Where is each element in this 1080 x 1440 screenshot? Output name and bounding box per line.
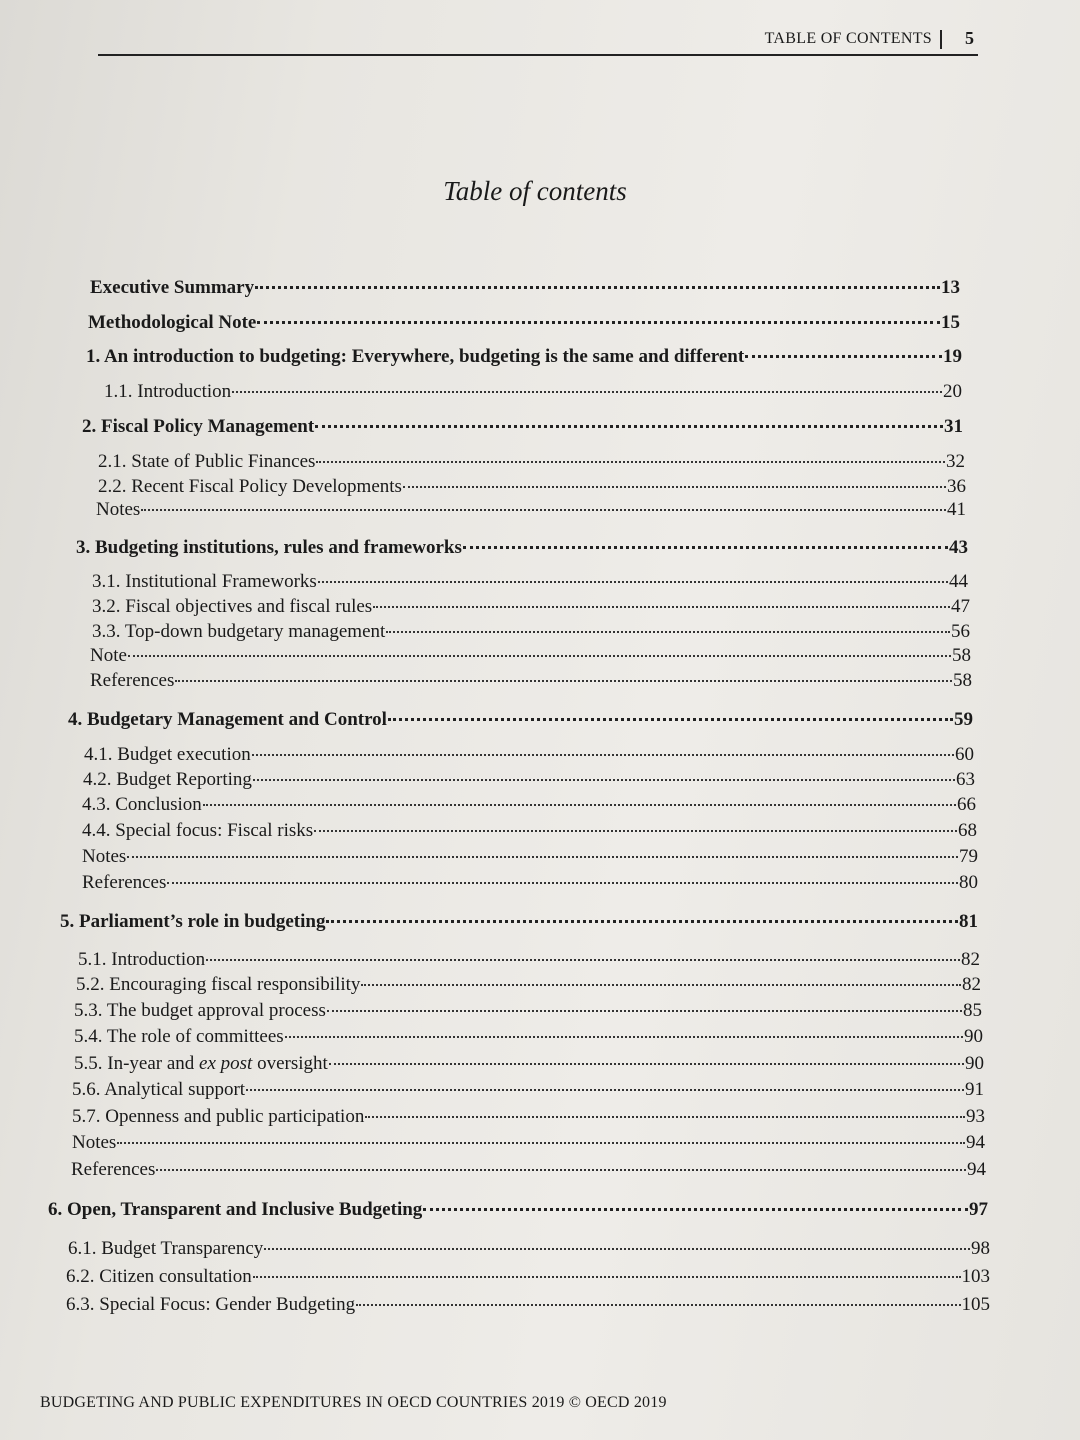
toc-entry-label: 5.3. The budget approval process [74, 1000, 326, 1021]
toc-entry-label: 5.5. In-year and ex post oversight [74, 1053, 328, 1074]
page-footer: BUDGETING AND PUBLIC EXPENDITURES IN OECD COUNTRIES 2019 © OECD 2019 [40, 1394, 667, 1411]
toc-entry-page-number: 105 [961, 1294, 990, 1315]
toc-section-entry [92, 571, 968, 593]
toc-entry-label: 5. Parliament’s role in budgeting [60, 911, 326, 932]
toc-section-entry [98, 476, 966, 498]
toc-entry-page-number: 91 [965, 1079, 984, 1100]
toc-dot-leader [257, 321, 940, 324]
toc-section-entry [72, 1106, 985, 1128]
toc-entry-label: Notes [82, 846, 127, 867]
toc-dot-leader [175, 680, 952, 682]
toc-entry-page-number: 59 [954, 709, 973, 730]
toc-entry-label: 3.3. Top-down budgetary management [92, 621, 386, 642]
toc-entry-label: 6.1. Budget Transparency [68, 1238, 264, 1259]
toc-entry-page-number: 66 [957, 794, 976, 815]
toc-entry-page-number: 68 [958, 820, 977, 841]
toc-dot-leader [403, 486, 946, 488]
toc-dot-leader [141, 509, 946, 511]
toc-entry-label: 2.1. State of Public Finances [98, 451, 316, 472]
toc-entry-label: Methodological Note [88, 312, 257, 333]
toc-entry-page-number: 32 [946, 451, 965, 472]
toc-entry-page-number: 41 [947, 499, 966, 520]
toc-section-entry [78, 949, 980, 971]
toc-section-entry [72, 1132, 985, 1154]
toc-section-entry [92, 596, 970, 618]
toc-dot-leader [156, 1169, 966, 1171]
toc-section-entry [66, 1266, 990, 1288]
toc-entry-page-number: 58 [952, 645, 971, 666]
toc-section-entry [82, 846, 978, 868]
toc-section-entry [71, 1159, 986, 1181]
toc-entry-page-number: 94 [967, 1159, 986, 1180]
toc-entry-page-number: 98 [971, 1238, 990, 1259]
toc-dot-leader [463, 546, 948, 549]
toc-entry-page-number: 82 [962, 974, 981, 995]
toc-section-entry [98, 451, 965, 473]
toc-dot-leader [203, 804, 956, 806]
toc-dot-leader [232, 391, 942, 393]
toc-entry-page-number: 36 [947, 476, 966, 497]
toc-section-entry [82, 872, 978, 894]
toc-chapter-entry [68, 709, 973, 731]
toc-dot-leader [167, 882, 958, 884]
header-title: TABLE OF CONTENTS [764, 30, 932, 47]
toc-entry-page-number: 81 [959, 911, 978, 932]
toc-dot-leader [386, 631, 950, 633]
header-page-number: 5 [965, 28, 974, 48]
toc-dot-leader [315, 425, 943, 428]
toc-dot-leader [128, 655, 951, 657]
toc-entry-page-number: 103 [961, 1266, 990, 1287]
toc-dot-leader [361, 984, 961, 986]
toc-chapter-entry [48, 1199, 988, 1221]
toc-dot-leader [255, 286, 940, 289]
toc-section-entry [90, 670, 972, 692]
toc-entry-label: Notes [96, 499, 141, 520]
toc-entry-label: Notes [72, 1132, 117, 1153]
toc-entry-page-number: 56 [951, 621, 970, 642]
toc-entry-label: 6.2. Citizen consultation [66, 1266, 252, 1287]
toc-entry-label: 5.2. Encouraging fiscal responsibility [76, 974, 361, 995]
toc-title: Table of contents [443, 176, 627, 206]
toc-chapter-entry [82, 416, 963, 438]
toc-entry-label: 4. Budgetary Management and Control [68, 709, 387, 730]
toc-section-entry [74, 1026, 983, 1048]
toc-entry-label: 5.1. Introduction [78, 949, 206, 970]
toc-entry-label: 4.1. Budget execution [84, 744, 251, 765]
toc-entry-page-number: 20 [943, 381, 962, 402]
toc-entry-label: 6.3. Special Focus: Gender Budgeting [66, 1294, 356, 1315]
toc-dot-leader [388, 718, 953, 721]
toc-dot-leader [285, 1036, 963, 1038]
toc-section-entry [82, 820, 977, 842]
running-header [98, 28, 978, 56]
toc-entry-label: 5.7. Openness and public participation [72, 1106, 365, 1127]
toc-entry-label: 3. Budgeting institutions, rules and frameworks [76, 537, 462, 558]
toc-dot-leader [316, 461, 945, 463]
toc-section-entry [68, 1238, 990, 1260]
toc-entry-page-number: 43 [949, 537, 968, 558]
toc-section-entry [72, 1079, 984, 1101]
toc-entry-label: References [90, 670, 175, 691]
toc-section-entry [83, 769, 975, 791]
toc-entry-page-number: 90 [964, 1026, 983, 1047]
toc-entry-page-number: 47 [951, 596, 970, 617]
toc-section-entry [66, 1294, 990, 1316]
toc-entry-label: 5.6. Analytical support [72, 1079, 246, 1100]
toc-entry-label: Executive Summary [90, 277, 255, 298]
toc-entry-page-number: 82 [961, 949, 980, 970]
toc-entry-label: 1. An introduction to budgeting: Everywhere, budgeting is the same and different [86, 346, 745, 367]
toc-entry-page-number: 58 [953, 670, 972, 691]
toc-dot-leader [365, 1116, 965, 1118]
toc-entry-page-number: 31 [944, 416, 963, 437]
toc-chapter-entry [86, 346, 962, 368]
toc-chapter-entry [60, 911, 978, 933]
toc-dot-leader [327, 1010, 962, 1012]
toc-entry-label: 2. Fiscal Policy Management [82, 416, 315, 437]
toc-entry-page-number: 63 [956, 769, 975, 790]
toc-entry-label: References [71, 1159, 156, 1180]
toc-entry-page-number: 15 [941, 312, 960, 333]
toc-entry-page-number: 97 [969, 1199, 988, 1220]
toc-entry-label: Note [90, 645, 127, 666]
toc-section-entry [84, 744, 974, 766]
toc-entry-page-number: 44 [949, 571, 968, 592]
toc-chapter-entry [88, 312, 960, 334]
toc-dot-leader [264, 1248, 970, 1250]
toc-entry-label: 1.1. Introduction [104, 381, 232, 402]
toc-entry-label: 3.2. Fiscal objectives and fiscal rules [92, 596, 373, 617]
toc-entry-page-number: 94 [966, 1132, 985, 1153]
toc-entry-page-number: 19 [943, 346, 962, 367]
toc-chapter-entry [90, 277, 960, 299]
toc-entry-label: 4.3. Conclusion [82, 794, 202, 815]
toc-section-entry [74, 1000, 982, 1022]
toc-chapter-entry [76, 537, 968, 559]
toc-dot-leader [329, 1063, 964, 1065]
toc-section-entry [96, 499, 966, 521]
toc-dot-leader [314, 830, 957, 832]
toc-section-entry [104, 381, 962, 403]
toc-section-entry [82, 794, 976, 816]
toc-dot-leader [318, 581, 948, 583]
toc-entry-page-number: 90 [965, 1053, 984, 1074]
toc-entry-page-number: 13 [941, 277, 960, 298]
toc-dot-leader [246, 1089, 964, 1091]
toc-entry-label: 6. Open, Transparent and Inclusive Budgeting [48, 1199, 423, 1220]
toc-entry-label: 4.4. Special focus: Fiscal risks [82, 820, 314, 841]
toc-section-entry [90, 645, 971, 667]
toc-entry-page-number: 80 [959, 872, 978, 893]
toc-section-entry [74, 1053, 984, 1075]
toc-dot-leader [373, 606, 950, 608]
header-divider [940, 30, 942, 49]
toc-dot-leader [206, 959, 960, 961]
toc-dot-leader [117, 1142, 965, 1144]
toc-entry-page-number: 60 [955, 744, 974, 765]
toc-section-entry [76, 974, 981, 996]
toc-entry-label: 3.1. Institutional Frameworks [92, 571, 317, 592]
toc-dot-leader [253, 1276, 961, 1278]
toc-dot-leader [745, 355, 942, 358]
toc-dot-leader [127, 856, 958, 858]
toc-entry-page-number: 85 [963, 1000, 982, 1021]
toc-dot-leader [253, 779, 955, 781]
toc-dot-leader [423, 1208, 968, 1211]
toc-entry-page-number: 79 [959, 846, 978, 867]
toc-section-entry [92, 621, 970, 643]
toc-dot-leader [356, 1304, 960, 1306]
toc-dot-leader [326, 920, 958, 923]
toc-entry-label: References [82, 872, 167, 893]
toc-entry-label: 5.4. The role of committees [74, 1026, 284, 1047]
toc-entry-page-number: 93 [966, 1106, 985, 1127]
toc-entry-label: 2.2. Recent Fiscal Policy Developments [98, 476, 402, 497]
toc-entry-label: 4.2. Budget Reporting [83, 769, 252, 790]
toc-dot-leader [252, 754, 954, 756]
